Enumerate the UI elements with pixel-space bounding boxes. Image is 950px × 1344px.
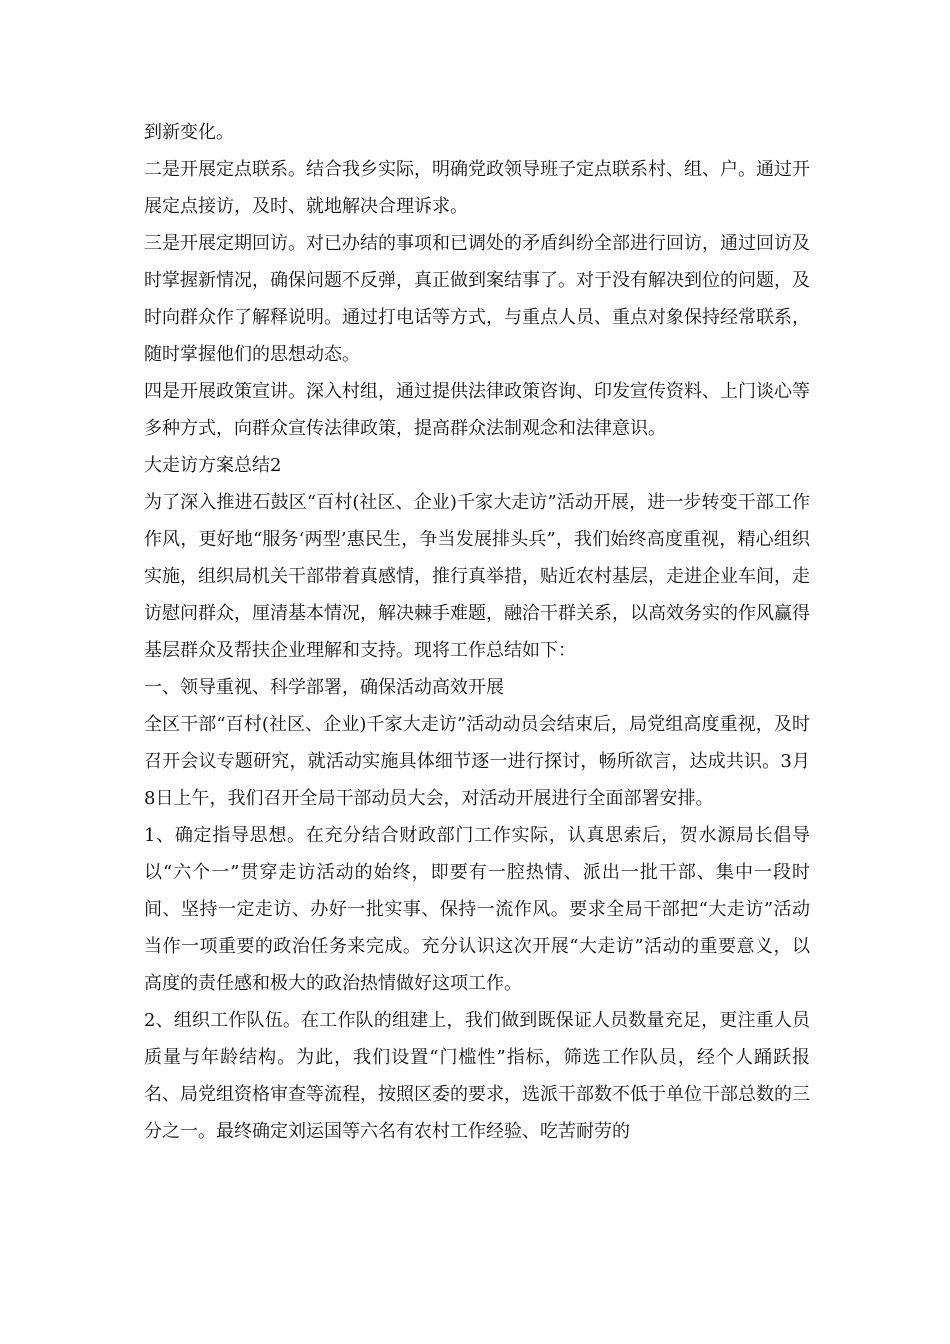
section-title: 大走访方案总结2 [144,455,282,476]
paragraph-work-team: 2、组织工作队伍。在工作队的组建上，我们做到既保证人员数量充足，更注重人员质量与年龄结构。为此，我们设置“门槛性”指标，筛选工作队员，经个人踊跃报名、局党组资格审查等流程，按照区委的要求，选派干部数不低于单位干部总数的三分之一。最终确定刘运国等六名有农村工作经验、吃苦耐劳的 [144,1010,810,1142]
paragraph-mobilization: 全区干部“百村(社区、企业)千家大走访”活动动员会结束后，局党组高度重视，及时召开会议专题研究，就活动实施具体细节逐一进行探讨，畅所欲言，达成共识。3月8日上午，我们召开全局干部动员大会，对活动开展进行全面部署安排。 [144,714,810,809]
paragraph-continuation: 到新变化。 [144,122,234,143]
paragraph-guiding-ideology: 1、确定指导思想。在充分结合财政部门工作实际，认真思索后，贺水源局长倡导以“六个一”贯穿走访活动的始终，即要有一腔热情、派出一批干部、集中一段时间、坚持一定走访、办好一批实事、保持一流作风。要求全局干部把“大走访”活动当作一项重要的政治任务来完成。充分认识这次开展“大走访”活动的重要意义，以高度的责任感和极大的政治热情做好这项工作。 [144,825,810,994]
paragraph-introduction: 为了深入推进石鼓区“百村(社区、企业)千家大走访”活动开展，进一步转变干部工作作风，更好地“服务‘两型’惠民生，争当发展排头兵”，我们始终高度重视，精心组织实施，组织局机关干部带着真感情，推行真举措，贴近农村基层，走进企业车间，走访慰问群众，厘清基本情况，解决棘手难题，融洽干群关系，以高效务实的作风赢得基层群众及帮扶企业理解和支持。现将工作总结如下： [144,492,810,661]
section-heading-one: 一、领导重视、科学部署，确保活动高效开展 [144,677,504,698]
document-page [144,114,810,1150]
paragraph-policy-publicity: 四是开展政策宣讲。深入村组，通过提供法律政策咨询、印发宣传资料、上门谈心等多种方式，向群众宣传法律政策，提高群众法制观念和法律意识。 [144,381,810,439]
paragraph-fixed-point-contact: 二是开展定点联系。结合我乡实际，明确党政领导班子定点联系村、组、户。通过开展定点接访，及时、就地解决合理诉求。 [144,159,810,217]
paragraph-regular-revisit: 三是开展定期回访。对已办结的事项和已调处的矛盾纠纷全部进行回访，通过回访及时掌握新情况，确保问题不反弹，真正做到案结事了。对于没有解决到位的问题，及时向群众作了解释说明。通过打电话等方式，与重点人员、重点对象保持经常联系，随时掌握他们的思想动态。 [144,233,810,365]
